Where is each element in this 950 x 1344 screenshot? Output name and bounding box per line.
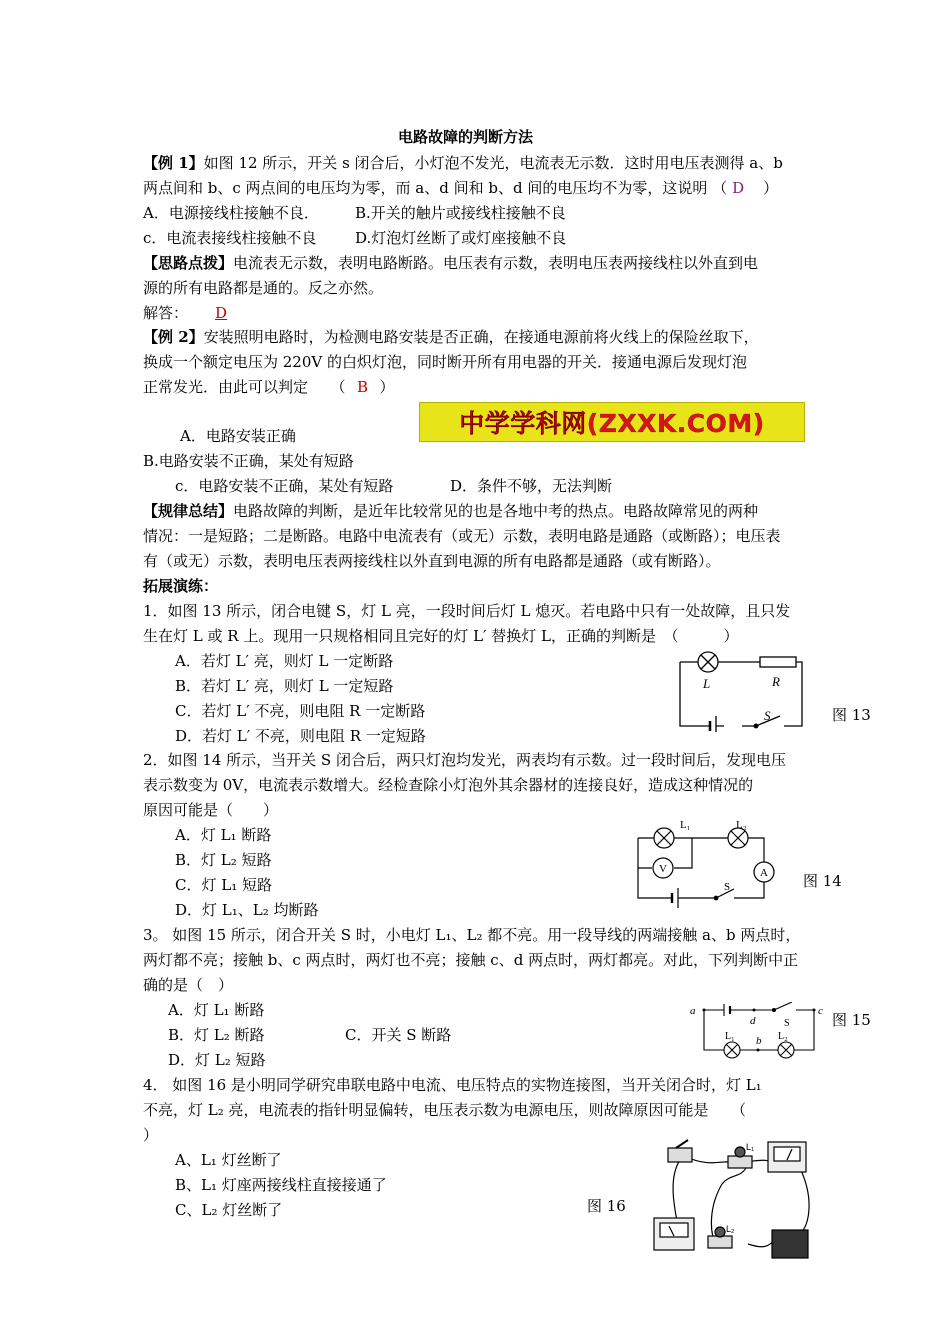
figure-16-caption: 图 16 (587, 1197, 626, 1215)
problem-1-text-1: 1．如图 13 所示，闭合电键 S，灯 L 亮，一段时间后灯 L 熄灭。若电路中只有一处故障，且只发 (143, 602, 791, 620)
problem-2-text-3: 原因可能是（ ） (143, 801, 279, 819)
fig13-label-r: R (772, 674, 780, 689)
problem-1-option-c: C．若灯 L′ 不亮，则电阻 R 一定断路 (175, 702, 426, 720)
fig13-label-s: S (764, 708, 771, 723)
fig14-ammeter-label: A (760, 867, 768, 879)
problem-1-text-2: 生在灯 L 或 R 上。现用一只规格相同且完好的灯 L′ 替换灯 L，正确的判断是 （ ） (143, 627, 739, 645)
problem-2-text-1: 2．如图 14 所示，当开关 S 闭合后，两只灯泡均发光，两表均有示数。过一段时间后，发现电压 (143, 751, 786, 769)
problem-1-option-d: D．若灯 L′ 不亮，则电阻 R 一定短路 (175, 727, 426, 745)
fig14-label-s: S (724, 881, 731, 893)
page-title: 电路故障的判断方法 (398, 128, 534, 146)
problem-1-option-b: B．若灯 L′ 亮，则灯 L 一定短路 (175, 677, 394, 695)
fig15-label-a: a (690, 1005, 696, 1017)
example-2-option-b: B.电路安装不正确，某处有短路 (143, 452, 354, 470)
rule-line-1 (143, 501, 758, 521)
example-1-line-2 (143, 178, 778, 198)
site-logo-text: 中学学科网(ZXXK.COM) (459, 409, 765, 438)
problem-2-option-c: C．灯 L₁ 短路 (175, 876, 272, 894)
fig15-label-c: c (818, 1005, 823, 1017)
fig15-label-s: S (784, 1018, 790, 1029)
problem-4-option-b: B、L₁ 灯座两接线柱直接接通了 (175, 1176, 387, 1194)
rule-text-3: 有（或无）示数，表明电压表两接线柱以外直到电源的所有电路都是通路（或有断路）。 (143, 552, 721, 570)
example-1-option-a: A．电源接线柱接触不良． (143, 204, 319, 222)
problem-4-text-2: 不亮，灯 L₂ 亮，电流表的指针明显偏转，电压表示数为电源电压，则故障原因可能是 （ (143, 1101, 747, 1119)
hint-tag: 【思路点拨】 (143, 254, 234, 272)
problem-3-text-2: 两灯都不亮；接触 b、c 两点时，两灯也不亮；接触 c、d 两点时，两灯都亮。对此，下列判断中正 (143, 951, 799, 969)
problem-4-text-3: ） (143, 1126, 159, 1144)
fig14-label-l2: L₂ (736, 819, 747, 831)
fig15-label-l2: L₂ (778, 1031, 788, 1042)
figure-15-caption: 图 15 (832, 1011, 871, 1029)
fig14-label-l1: L₁ (680, 819, 691, 831)
example-2-text-2: 换成一个额定电压为 220V 的白炽灯泡，同时断开所有用电器的开关．接通电源后发现灯泡 (143, 353, 748, 371)
example-1-option-c: c．电流表接线柱接触不良 (143, 229, 317, 247)
example-1-text-2: 两点间和 b、c 两点间的电压均为零，而 a、d 间和 b、d 间的电压均不为零，这说明 （ (143, 179, 728, 197)
problem-2-option-a: A．灯 L₁ 断路 (175, 826, 272, 844)
rule-tag: 【规律总结】 (143, 502, 234, 520)
hint-text-1: 电流表无示数，表明电路断路。电压表有示数，表明电压表两接线柱以外直到电 (233, 254, 759, 272)
hint-line-1 (143, 253, 758, 273)
figure-14-caption: 图 14 (803, 872, 842, 890)
answer-value: D (215, 304, 228, 322)
practice-title: 拓展演练： (143, 577, 219, 595)
figure-13-caption: 图 13 (832, 706, 871, 724)
problem-3-text-1: 3。 如图 15 所示，闭合开关 S 时，小电灯 L₁、L₂ 都不亮。用一段导线的两端接触 a、b 两点时， (143, 926, 801, 944)
example-1-option-b: B.开关的触片或接线柱接触不良 (355, 204, 566, 222)
example-1-close: ） (763, 179, 779, 197)
site-logo-banner (419, 402, 805, 442)
problem-1-option-a: A．若灯 L′ 亮，则灯 L 一定断路 (175, 652, 394, 670)
figure-13-circuit-diagram (672, 650, 812, 732)
problem-2-text-2: 表示数变为 0V，电流表示数增大。经检查除小灯泡外其余器材的连接良好，造成这种情况的 (143, 776, 754, 794)
example-2-option-a: A．电路安装正确 (180, 427, 296, 445)
example-2-line-3 (143, 377, 395, 397)
example-2-close: ） (379, 378, 395, 396)
figure-16-physical-circuit (650, 1138, 816, 1262)
problem-4-option-a: A、L₁ 灯丝断了 (175, 1151, 282, 1169)
example-2-option-d: D．条件不够，无法判断 (450, 477, 613, 495)
answer-line (143, 303, 254, 323)
example-2-tag: 【例 2】 (143, 328, 204, 346)
example-1-answer: D (732, 179, 745, 197)
example-2-text-3: 正常发光．由此可以判定 （ (143, 378, 346, 396)
example-1-line-1 (143, 153, 783, 173)
problem-3-text-3: 确的是（ ） (143, 976, 234, 994)
example-2-text-1: 安装照明电路时，为检测电路安装是否正确，在接通电源前将火线上的保险丝取下， (203, 328, 759, 346)
fig14-voltmeter-label: V (659, 863, 667, 875)
problem-2-option-b: B．灯 L₂ 短路 (175, 851, 272, 869)
problem-3-option-c: C．开关 S 断路 (345, 1026, 452, 1044)
example-2-option-c: c．电路安装不正确，某处有短路 (175, 477, 394, 495)
fig15-label-l1: L₁ (725, 1031, 735, 1042)
figure-14-circuit-diagram (632, 816, 782, 908)
example-1-tag: 【例 1】 (143, 154, 204, 172)
example-1-text-1: 如图 12 所示，开关 s 闭合后，小灯泡不发光，电流表无示数．这时用电压表测得 a、b (203, 154, 783, 172)
answer-label: 解答： (143, 304, 189, 322)
fig13-label-l: L (703, 676, 711, 691)
problem-4-text-1: 4． 如图 16 是小明同学研究串联电路中电流、电压特点的实物连接图，当开关闭合时，灯 L₁ (143, 1076, 762, 1094)
problem-2-option-d: D．灯 L₁、L₂ 均断路 (175, 901, 319, 919)
rule-text-1: 电路故障的判断，是近年比较常见的也是各地中考的热点。电路故障常见的两种 (233, 502, 759, 520)
problem-3-option-d: D．灯 L₂ 短路 (168, 1051, 266, 1069)
figure-15-circuit-diagram (688, 1002, 828, 1068)
example-2-line-1 (143, 327, 759, 347)
example-1-option-d: D.灯泡灯丝断了或灯座接触不良 (355, 229, 567, 247)
fig15-label-b: b (756, 1035, 762, 1047)
problem-3-option-b: B．灯 L₂ 断路 (168, 1026, 265, 1044)
problem-3-option-a: A．灯 L₁ 断路 (168, 1001, 265, 1019)
hint-text-2: 源的所有电路都是通的。反之亦然。 (143, 279, 384, 297)
fig15-label-d: d (750, 1015, 756, 1027)
fig16-label-l1: L₁ (746, 1142, 755, 1152)
example-2-answer: B (357, 378, 369, 396)
problem-4-option-c: C、L₂ 灯丝断了 (175, 1201, 283, 1219)
rule-text-2: 情况：一是短路；二是断路。电路中电流表有（或无）示数，表明电路是通路（或断路）；电压表 (143, 527, 781, 545)
fig16-label-l2: L₂ (726, 1224, 735, 1234)
